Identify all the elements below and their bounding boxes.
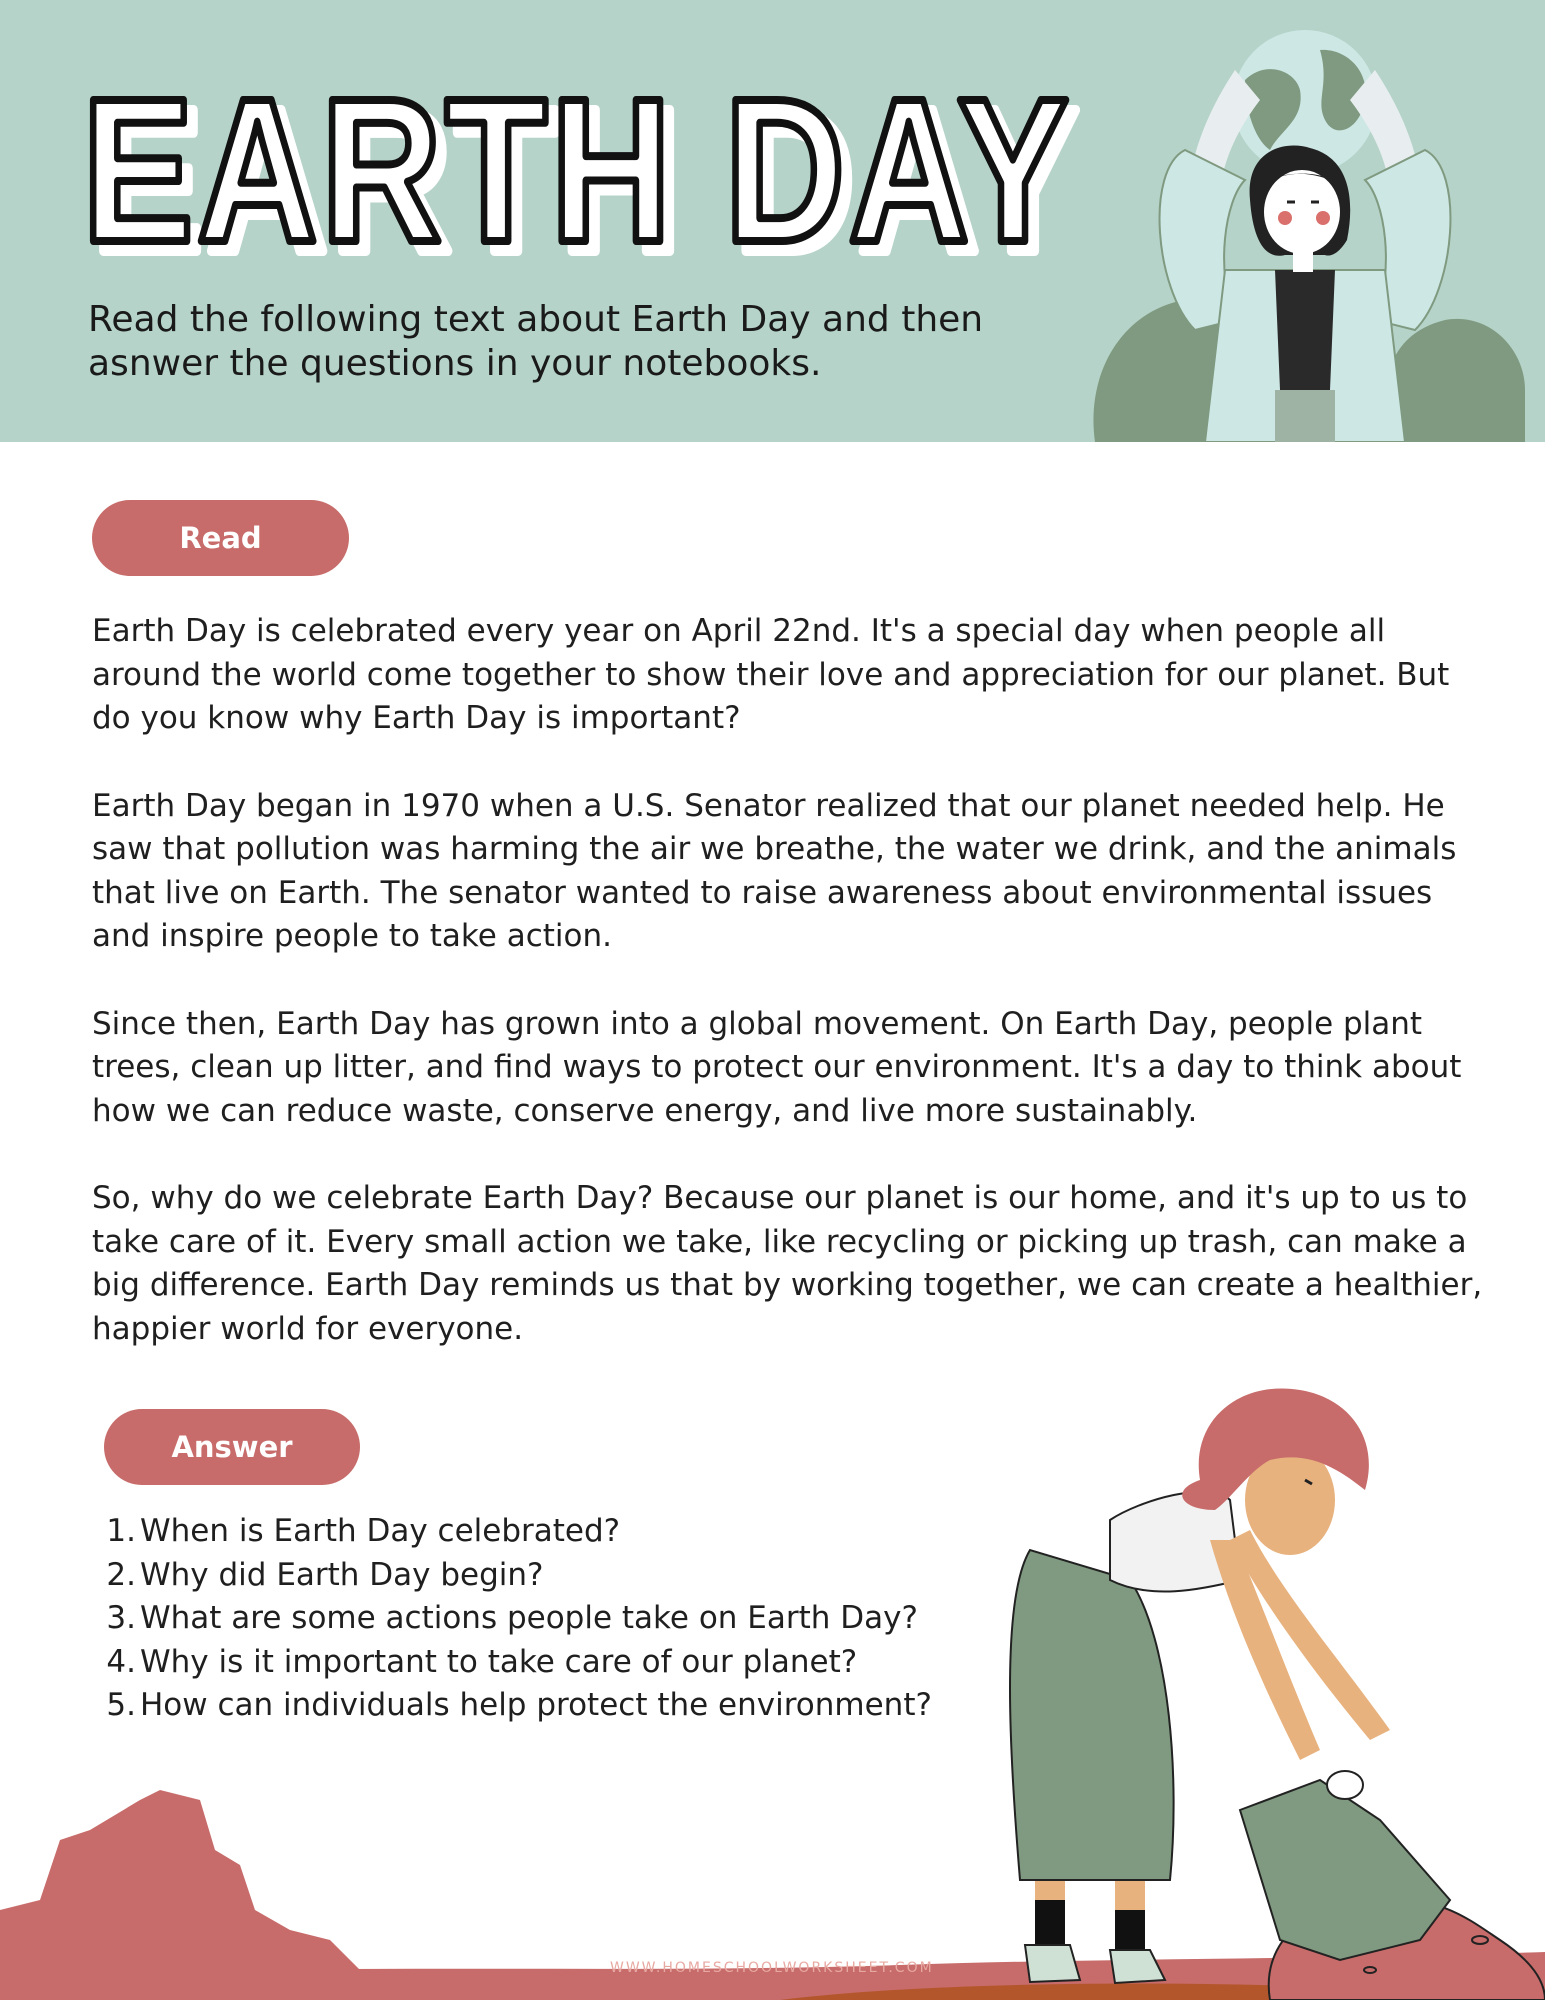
rock-formation: [0, 1790, 380, 2000]
watermark: WWW.HOMESCHOOLWORKSHEET.COM: [610, 1960, 934, 1976]
header-banner: [0, 0, 1545, 442]
read-label: Read: [92, 500, 349, 576]
question-number: 1.: [106, 1513, 136, 1549]
instructions-line-2: asnwer the questions in your notebooks.: [88, 343, 822, 384]
passage-paragraph-1: Earth Day is celebrated every year on April 22nd. It's a special day when people all around the world come together to show their love and appreciation for our planet. But do you know why Earth Day is important?: [92, 613, 1450, 736]
question-text: How can individuals help protect the environment?: [140, 1687, 932, 1723]
girl-holding-globe-illustration: [1085, 30, 1525, 442]
landscape-and-girl-illustration: [0, 1380, 1545, 2000]
question-number: 3.: [106, 1600, 136, 1636]
reading-passage: [92, 610, 1492, 1395]
page-title-text: EARTH DAY: [82, 56, 1072, 275]
question-text: Why is it important to take care of our planet?: [140, 1643, 858, 1680]
instructions: [88, 298, 1088, 386]
instructions-line-1: Read the following text about Earth Day and then: [88, 299, 984, 340]
question-text: Why did Earth Day begin?: [140, 1556, 544, 1593]
question-text: What are some actions people take on Earth Day?: [140, 1600, 918, 1636]
page-title-shadow: EARTH DAY: [92, 66, 1082, 275]
passage-paragraph-2: Earth Day began in 1970 when a U.S. Senator realized that our planet needed help. He saw that pollution was harming the air we breathe, the water we drink, and the animals that live on Earth. The senator wanted to raise awareness about environmental issues and inspire people to take action.: [92, 787, 1457, 954]
question-number: 5.: [106, 1687, 136, 1723]
passage-paragraph-4: So, why do we celebrate Earth Day? Because our planet is our home, and it's up to us to take care of it. Every small action we take, like recycling or picking up trash, can make a big difference. Earth Day reminds us that by working together, we can create a healthier, happier world for everyone.: [92, 1180, 1483, 1347]
skirt: [1010, 1550, 1174, 1880]
page-title: [70, 55, 1090, 275]
trash-bag: [1240, 1780, 1450, 1960]
question-text: When is Earth Day celebrated?: [140, 1513, 621, 1549]
question-number: 2.: [106, 1556, 136, 1593]
answer-label: Answer: [104, 1409, 360, 1485]
question-number: 4.: [106, 1643, 136, 1680]
passage-paragraph-3: Since then, Earth Day has grown into a global movement. On Earth Day, people plant trees, clean up litter, and find ways to protect our environment. It's a day to think about how we can reduce waste, conserve energy, and live more sustainably.: [92, 1005, 1462, 1129]
